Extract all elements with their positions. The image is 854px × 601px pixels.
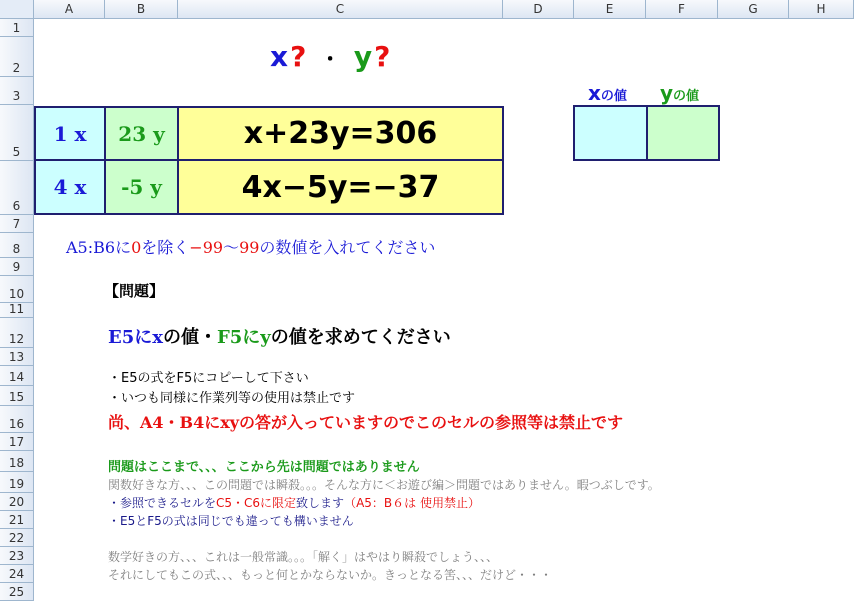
row-header-18[interactable]: 18 — [0, 451, 34, 472]
row-header-23[interactable]: 23 — [0, 547, 34, 565]
bonus-comment-2: それにしてもこの式、、、もっと何とかならないか。きっとなる筈、、、だけど・・・ — [108, 568, 553, 582]
bonus-rule-formula-same: ・E5とF5の式は同じでも違っても構いません — [108, 514, 354, 528]
cell-c6[interactable] — [177, 159, 504, 215]
cell-a5-value: 1 x — [53, 121, 87, 146]
row-header-6[interactable]: 6 — [0, 161, 34, 215]
bonus-rule-reference-limit: ・参照できるセルをC5・C6に限定致します（A5：B６は 使用禁止） — [108, 496, 480, 510]
column-header-e[interactable]: E — [574, 0, 646, 19]
cell-c5[interactable] — [177, 106, 504, 161]
row-header-9[interactable]: 9 — [0, 258, 34, 276]
row-header-15[interactable]: 15 — [0, 386, 34, 406]
rule-no-helper-columns: ・いつも同様に作業列等の使用は禁止です — [108, 391, 356, 406]
column-header-h[interactable]: H — [789, 0, 854, 19]
row-header-13[interactable]: 13 — [0, 348, 34, 366]
row-header-3[interactable]: 3 — [0, 77, 34, 105]
row-header-20[interactable]: 20 — [0, 493, 34, 511]
column-header-d[interactable]: D — [503, 0, 574, 19]
row-header-7[interactable]: 7 — [0, 215, 34, 233]
bonus-comment-1: 数学好きの方、、、これは一般常識。。。「解く」はやはり瞬殺でしょう、、、 — [108, 550, 499, 564]
problem-label: 【問題】 — [104, 282, 165, 300]
select-all-corner[interactable] — [0, 0, 34, 19]
cell-a6-value: 4 x — [53, 175, 87, 199]
row-header-12[interactable]: 12 — [0, 318, 34, 348]
row-header-17[interactable]: 17 — [0, 433, 34, 451]
y-value-header: yの値 — [660, 81, 700, 105]
column-header-c[interactable]: C — [178, 0, 503, 19]
cell-b6[interactable] — [104, 159, 179, 215]
column-header-g[interactable]: G — [718, 0, 789, 19]
rule-no-reference-a4-b4: 尚、A4・B4にxyの答が入っていますのでこのセルの参照等は禁止です — [108, 413, 624, 432]
row-header-14[interactable]: 14 — [0, 366, 34, 386]
row-header-16[interactable]: 16 — [0, 406, 34, 433]
problem-statement: E5にxの値・F5にyの値を求めてください — [108, 327, 451, 348]
column-header-a[interactable]: A — [34, 0, 105, 19]
sheet-title: x? ・ y? — [270, 40, 393, 73]
cell-b5[interactable] — [104, 106, 179, 161]
column-header-f[interactable]: F — [646, 0, 718, 19]
row-header-21[interactable]: 21 — [0, 511, 34, 529]
rule-copy-formula: ・E5の式をF5にコピーして下さい — [108, 371, 309, 386]
row-header-11[interactable]: 11 — [0, 303, 34, 318]
row-header-2[interactable]: 2 — [0, 37, 34, 77]
end-of-problem-note: 問題はここまで、、、ここから先は問題ではありません — [108, 460, 420, 475]
row-header-22[interactable]: 22 — [0, 529, 34, 547]
cell-f5-y-answer[interactable] — [646, 105, 720, 161]
row-header-24[interactable]: 24 — [0, 565, 34, 583]
cell-b5-value: 23 y — [118, 121, 165, 146]
cell-c5-value: x+23y=306 — [243, 116, 438, 151]
cell-b6-value: -5 y — [121, 175, 162, 199]
column-header-b[interactable]: B — [105, 0, 178, 19]
cell-a6[interactable] — [34, 159, 106, 215]
input-instruction: A5:B6に0を除く−99〜99の数値を入れてください — [66, 238, 436, 257]
row-header-19[interactable]: 19 — [0, 472, 34, 493]
row-header-8[interactable]: 8 — [0, 233, 34, 258]
x-value-header: xの値 — [588, 81, 627, 105]
cell-c6-value: 4x−5y=−37 — [241, 169, 440, 205]
bonus-intro: 関数好きな方、、、この問題では瞬殺。。。そんな方に＜お遊び編＞問題ではありません。暇つぶしです。 — [108, 478, 660, 492]
cell-e5-x-answer[interactable] — [573, 105, 648, 161]
row-header-25[interactable]: 25 — [0, 583, 34, 601]
row-header-5[interactable]: 5 — [0, 105, 34, 161]
row-header-1[interactable]: 1 — [0, 19, 34, 37]
cell-a5[interactable] — [34, 106, 106, 161]
row-header-10[interactable]: 10 — [0, 276, 34, 303]
